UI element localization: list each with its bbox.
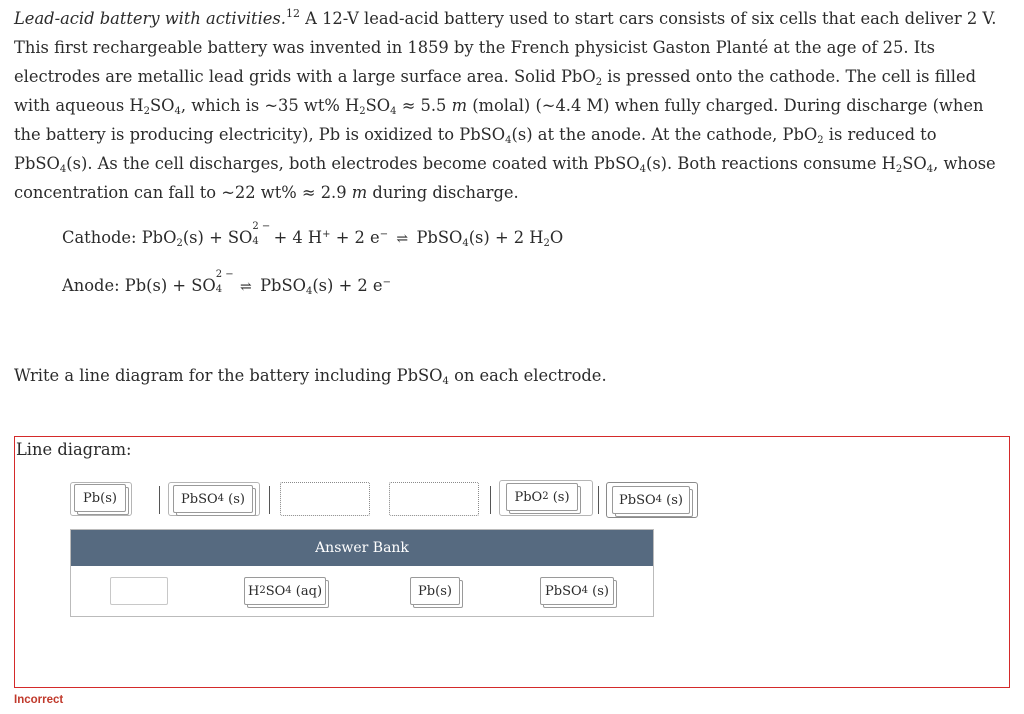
instruction-tail: on each electrode.: [448, 366, 607, 385]
subscript: 4: [174, 106, 181, 117]
phase-boundary-line: [490, 486, 491, 514]
tile-label: PbSO: [619, 492, 656, 508]
cathode-equation: [62, 221, 564, 249]
tile-pbso4-cathode[interactable]: PbSO 4 (s): [612, 486, 690, 514]
footnote-marker: 12: [285, 6, 300, 20]
subscript: 4: [462, 238, 469, 249]
intro-text: , whose concentration can fall to ~22 wt% ≈ 2.9: [14, 154, 996, 202]
phase-boundary-line: [598, 486, 599, 514]
anode-text: PbSO: [254, 276, 306, 295]
intro-text: is pressed onto the cathode. The cell is filled with aqueous H: [14, 67, 977, 115]
sulfate-charge: [252, 221, 271, 247]
intro-text: during discharge.: [367, 183, 519, 202]
drop-slot-3-empty[interactable]: [280, 482, 370, 516]
tile-label: (s): [666, 492, 683, 508]
sulfate-charge: [215, 269, 234, 295]
tile-pb-anode[interactable]: [74, 484, 126, 512]
intro-text: SO: [150, 96, 175, 115]
tile-label: (s): [552, 489, 570, 505]
subscript: 4: [390, 106, 397, 117]
tile-pbo2-cathode[interactable]: PbO 2 (s): [506, 483, 578, 511]
anode-text: Anode: Pb(s) + SO: [62, 276, 216, 295]
subscript: 4: [639, 164, 646, 175]
intro-text: (molal) (~4.4 M) when fully charged. During discharge (when the battery is producing electricity), Pb is oxidized to PbSO: [14, 96, 984, 144]
intro-text: A 12-V lead-acid battery used to start cars consists of six cells that each deliver 2 V. This first rechargeable battery was invented in 1859 by the French physicist Gaston Planté at the age of 25. Its electrodes are metallic lead grids with a large surface area. Solid PbO: [14, 9, 997, 86]
subscript: 4: [926, 164, 934, 175]
tile-label: PbSO: [181, 491, 218, 507]
intro-text: (s). Both reactions consume H: [645, 154, 896, 173]
cathode-text: O: [549, 228, 564, 247]
tile-label: (s): [592, 583, 609, 599]
cathode-text: (s) + 2 H: [468, 228, 544, 247]
tile-label: Pb(s): [83, 490, 117, 506]
bank-tile-h2so4[interactable]: H 2 SO 4 (aq): [244, 577, 326, 605]
subscript: 4: [252, 236, 259, 247]
subscript: 4: [59, 164, 67, 175]
subscript: 4: [442, 376, 449, 387]
status-message: Incorrect: [14, 694, 64, 706]
charge-label: 2 −: [252, 221, 271, 232]
drop-slot-4-empty[interactable]: [389, 482, 479, 516]
tile-label: Pb(s): [418, 583, 452, 599]
intro-text: , which is ~35 wt% H: [180, 96, 360, 115]
anode-text: (s) + 2 e: [312, 276, 383, 295]
answer-bank-header: Answer Bank: [71, 530, 653, 566]
intro-text: is reduced to PbSO: [14, 125, 937, 173]
subscript: 2: [176, 238, 183, 249]
intro-text: (s) at the anode. At the cathode, PbO: [511, 125, 818, 144]
tile-label: (aq): [295, 583, 323, 599]
subscript: 2: [817, 135, 824, 146]
equilibrium-arrow-icon: ⇌: [396, 231, 409, 247]
subscript: 2: [359, 106, 366, 117]
charge-label: +: [322, 229, 331, 240]
problem-intro: [14, 4, 1010, 207]
tile-pbso4-anode[interactable]: PbSO 4 (s): [173, 485, 253, 513]
subscript: 2: [143, 106, 150, 117]
anode-equation: [62, 269, 391, 297]
molal-unit: m: [451, 96, 468, 115]
instruction-main: Write a line diagram for the battery including PbSO: [14, 366, 443, 385]
intro-text: SO: [365, 96, 391, 115]
problem-title: Lead-acid battery with activities.: [14, 9, 286, 28]
cathode-text: Cathode: PbO: [62, 228, 177, 247]
bank-tile-pbso4[interactable]: PbSO 4 (s): [540, 577, 614, 605]
intro-text: (s). As the cell discharges, both electrodes become coated with PbSO: [66, 154, 640, 173]
bank-tile-pb[interactable]: [410, 577, 460, 605]
tile-label: PbO: [514, 489, 543, 505]
charge-label: −: [382, 277, 391, 288]
subscript: 4: [215, 284, 223, 295]
subscript: 2: [595, 77, 603, 88]
line-diagram-label: Line diagram:: [16, 440, 132, 459]
tile-label: H: [247, 583, 260, 599]
subscript: 4: [305, 286, 313, 297]
cathode-text: PbSO: [411, 228, 463, 247]
bank-tile-empty[interactable]: [110, 577, 168, 605]
cathode-text: + 2 e: [330, 228, 380, 247]
subscript: 2: [543, 238, 550, 249]
cathode-text: + 4 H: [268, 228, 323, 247]
cathode-text: (s) + SO: [182, 228, 253, 247]
molal-unit: m: [351, 183, 368, 202]
equilibrium-arrow-icon: ⇌: [240, 279, 252, 295]
tile-label: SO: [265, 583, 286, 599]
subscript: 4: [505, 135, 512, 146]
subscript: 2: [895, 164, 903, 175]
charge-label: −: [379, 229, 389, 240]
phase-boundary-line: [269, 486, 270, 514]
intro-text: ≈ 5.5: [396, 96, 452, 115]
charge-label: 2 −: [215, 269, 234, 280]
intro-text: SO: [902, 154, 927, 173]
tile-label: PbSO: [545, 583, 582, 599]
instruction-text: [14, 366, 607, 385]
phase-boundary-line: [159, 486, 160, 514]
tile-label: (s): [228, 491, 245, 507]
